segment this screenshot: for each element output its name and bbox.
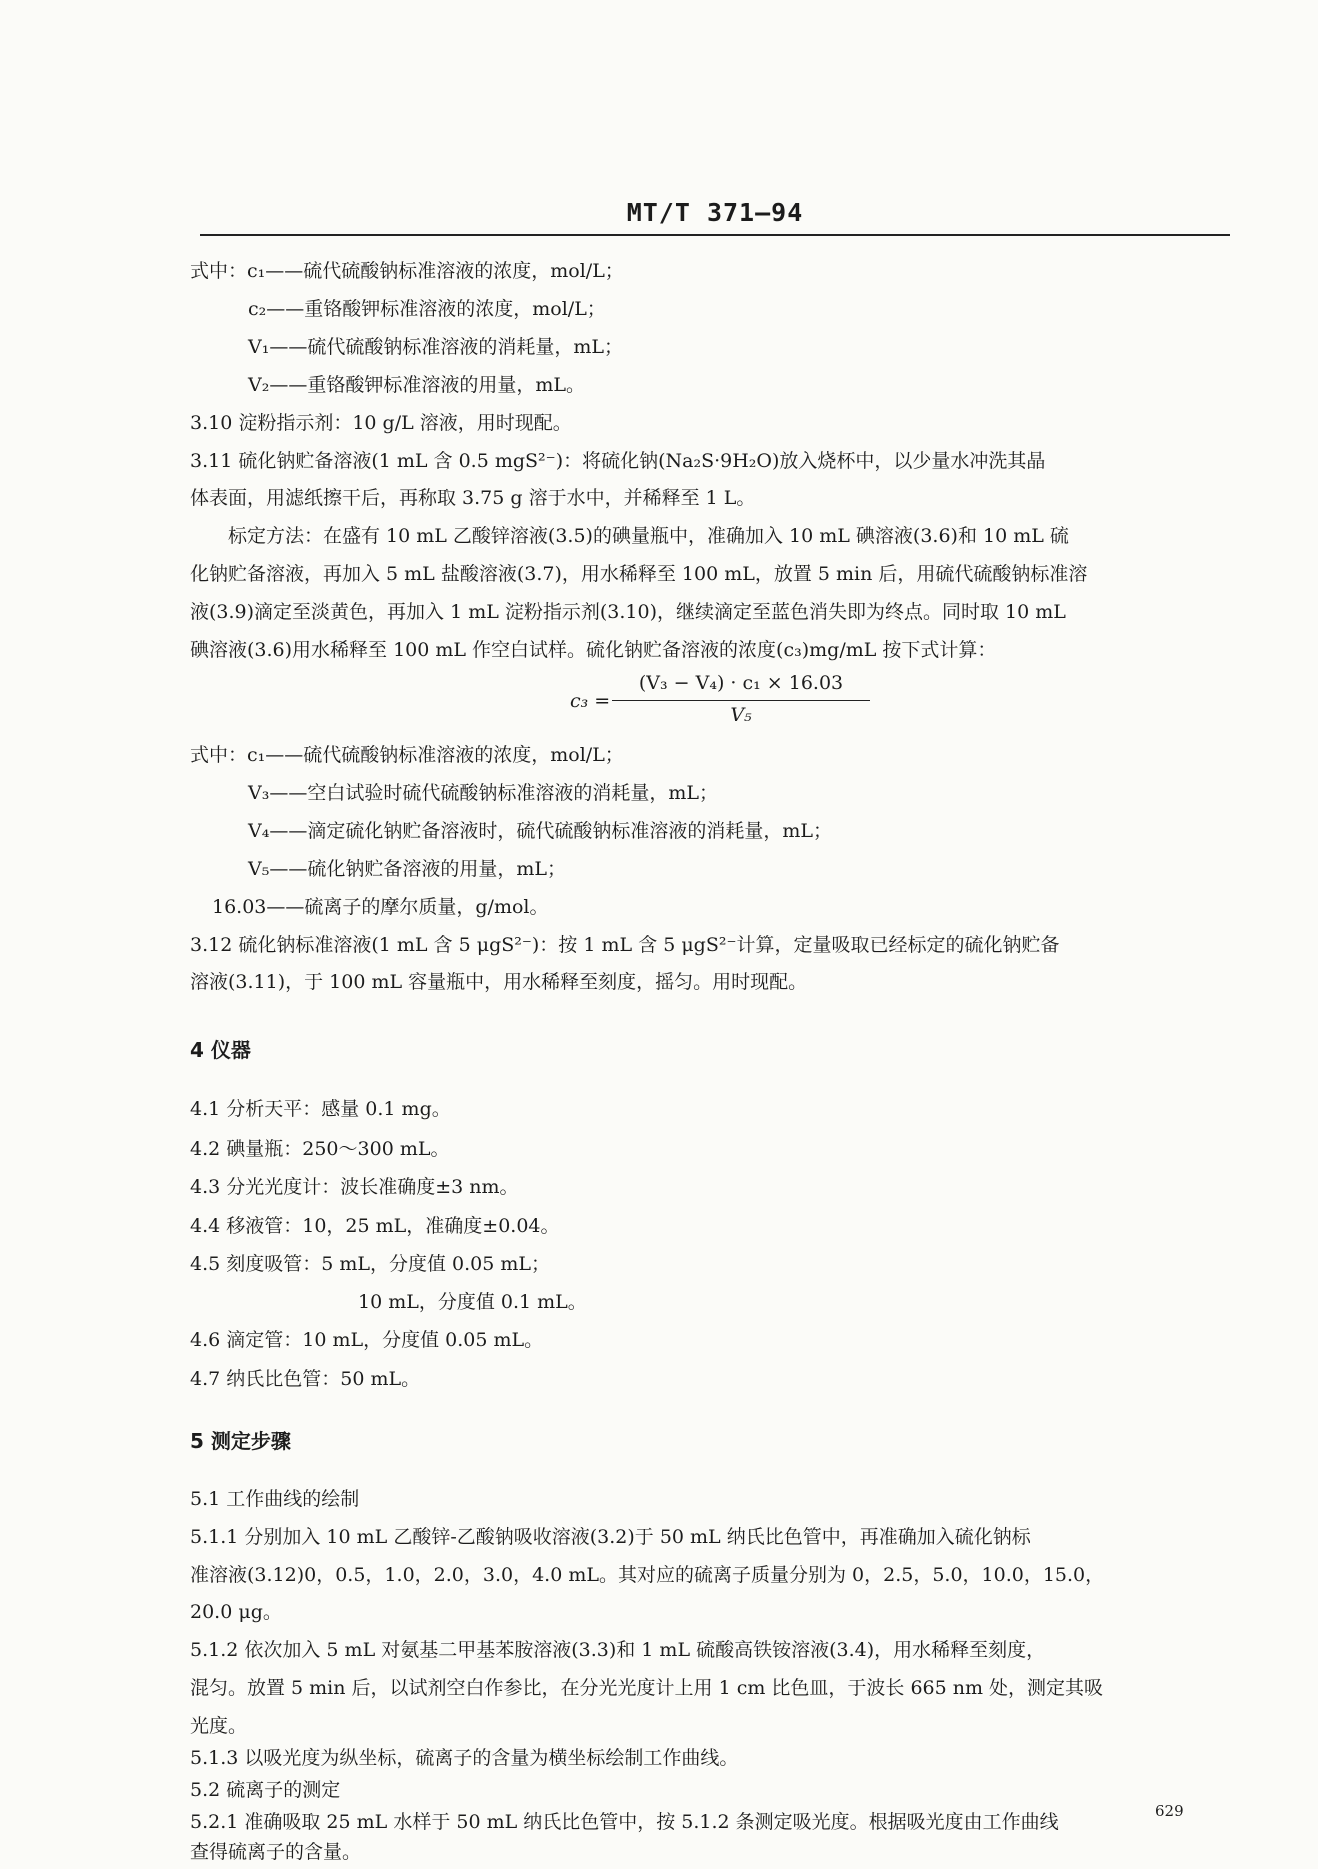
clause-5-1-2-line3: 光度。 [190, 1715, 248, 1737]
clause-3-10: 3.10 淀粉指示剂：10 g/L 溶液，用时现配。 [190, 412, 572, 434]
formula-lhs: c₃ = [570, 690, 611, 712]
header-rule [200, 234, 1230, 236]
section-4-title: 4 仪器 [190, 1038, 251, 1062]
formula-c3 [570, 672, 870, 732]
where-line-c1: 式中：c₁——硫代硫酸钠标准溶液的浓度，mol/L； [190, 260, 624, 282]
clause-4-6: 4.6 滴定管：10 mL，分度值 0.05 mL。 [190, 1329, 544, 1351]
formula-numerator: (V₃ − V₄) · c₁ × 16.03 [638, 672, 844, 694]
clause-5-1-1-line2: 准溶液(3.12)0，0.5，1.0，2.0，3.0，4.0 mL。其对应的硫离子质量分别为 0，2.5，5.0，10.0，15.0， [190, 1564, 1105, 1586]
where2-line-molar-mass: 16.03——硫离子的摩尔质量，g/mol。 [212, 896, 549, 918]
clause-4-7: 4.7 纳氏比色管：50 mL。 [190, 1368, 421, 1390]
clause-5-2-1-line1: 5.2.1 准确吸取 25 mL 水样于 50 mL 纳氏比色管中，按 5.1.2 条测定吸光度。根据吸光度由工作曲线 [190, 1811, 1059, 1833]
page-header [200, 198, 1230, 238]
where2-line-v4: V₄——滴定硫化钠贮备溶液时，硫代硫酸钠标准溶液的消耗量，mL； [248, 820, 832, 842]
clause-5-1-3: 5.1.3 以吸光度为纵坐标，硫离子的含量为横坐标绘制工作曲线。 [190, 1747, 739, 1769]
calibration-line1: 标定方法：在盛有 10 mL 乙酸锌溶液(3.5)的碘量瓶中，准确加入 10 mL 碘溶液(3.6)和 10 mL 硫 [228, 525, 1069, 547]
clause-4-5-line2: 10 mL，分度值 0.1 mL。 [358, 1291, 587, 1313]
clause-4-2: 4.2 碘量瓶：250～300 mL。 [190, 1138, 450, 1160]
section-5-title: 5 测定步骤 [190, 1429, 291, 1453]
clause-5-1-2-line1: 5.1.2 依次加入 5 mL 对氨基二甲基苯胺溶液(3.3)和 1 mL 硫酸高铁铵溶液(3.4)，用水稀释至刻度， [190, 1639, 1046, 1661]
clause-5-1-2-line2: 混匀。放置 5 min 后，以试剂空白作参比，在分光光度计上用 1 cm 比色皿，于波长 665 nm 处，测定其吸 [190, 1677, 1104, 1699]
clause-5-1-1-line1: 5.1.1 分别加入 10 mL 乙酸锌-乙酸钠吸收溶液(3.2)于 50 mL 纳氏比色管中，再准确加入硫化钠标 [190, 1526, 1031, 1548]
where-line-v1: V₁——硫代硫酸钠标准溶液的消耗量，mL； [248, 336, 623, 358]
clause-4-3: 4.3 分光光度计：波长准确度±3 nm。 [190, 1176, 519, 1198]
clause-3-12-line2: 溶液(3.11)，于 100 mL 容量瓶中，用水稀释至刻度，摇匀。用时现配。 [190, 971, 808, 993]
clause-5-1-1-line3: 20.0 μg。 [190, 1601, 282, 1623]
standard-number: MT/T 371—94 [626, 198, 804, 227]
clause-4-1: 4.1 分析天平：感量 0.1 mg。 [190, 1098, 451, 1120]
clause-5-2: 5.2 硫离子的测定 [190, 1779, 341, 1801]
calibration-line3: 液(3.9)滴定至淡黄色，再加入 1 mL 淀粉指示剂(3.10)，继续滴定至蓝色消失即为终点。同时取 10 mL [190, 601, 1066, 623]
clause-5-1: 5.1 工作曲线的绘制 [190, 1488, 360, 1510]
clause-4-4: 4.4 移液管：10，25 mL，准确度±0.04。 [190, 1215, 560, 1237]
where-line-c2: c₂——重铬酸钾标准溶液的浓度，mol/L； [248, 298, 606, 320]
clause-3-11-line2: 体表面，用滤纸擦干后，再称取 3.75 g 溶于水中，并稀释至 1 L。 [190, 487, 756, 509]
where-line-v2: V₂——重铬酸钾标准溶液的用量，mL。 [248, 374, 585, 396]
calibration-line2: 化钠贮备溶液，再加入 5 mL 盐酸溶液(3.7)，用水稀释至 100 mL，放置 5 min 后，用硫代硫酸钠标准溶 [190, 563, 1088, 585]
where2-line-c1: 式中：c₁——硫代硫酸钠标准溶液的浓度，mol/L； [190, 744, 624, 766]
clause-3-11-line1: 3.11 硫化钠贮备溶液(1 mL 含 0.5 mgS²⁻)：将硫化钠(Na₂S·9H₂O)放入烧杯中，以少量水冲洗其晶 [190, 450, 1046, 472]
clause-4-5-line1: 4.5 刻度吸管：5 mL，分度值 0.05 mL； [190, 1253, 551, 1275]
calibration-line4: 碘溶液(3.6)用水稀释至 100 mL 作空白试样。硫化钠贮备溶液的浓度(c₃)mg/mL 按下式计算： [190, 639, 997, 661]
clause-3-12-line1: 3.12 硫化钠标准溶液(1 mL 含 5 μgS²⁻)：按 1 mL 含 5 μgS²⁻计算，定量吸取已经标定的硫化钠贮备 [190, 934, 1060, 956]
formula-denominator: V₅ [730, 704, 752, 726]
page-number: 629 [1155, 1802, 1184, 1820]
where2-line-v3: V₃——空白试验时硫代硫酸钠标准溶液的消耗量，mL； [248, 782, 718, 804]
clause-5-2-1-line2: 查得硫离子的含量。 [190, 1841, 362, 1863]
fraction-bar [612, 700, 870, 701]
where2-line-v5: V₅——硫化钠贮备溶液的用量，mL； [248, 858, 566, 880]
